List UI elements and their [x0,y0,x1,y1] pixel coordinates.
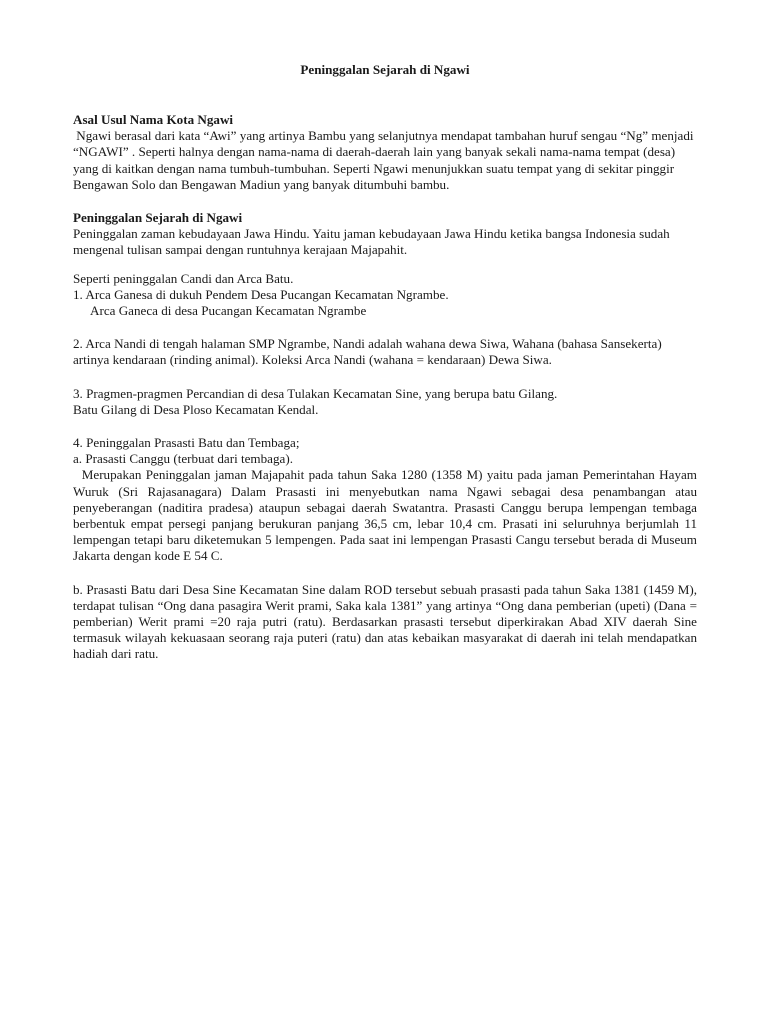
heading-peninggalan: Peninggalan Sejarah di Ngawi [73,210,243,226]
document-content [73,62,701,663]
list-item-2: 2. Arca Nandi di tengah halaman SMP Ngrambe, Nandi adalah wahana dewa Siwa, Wahana (bahasa Sansekerta) artinya kendaraan (rinding animal). Koleksi Arca Nandi (wahana = kendaraan) Dewa Siwa. [73,336,662,368]
paragraph-prasasti-canggu: Merupakan Peninggalan jaman Majapahit pada tahun Saka 1280 (1358 M) yaitu pada jaman Pemerintahan Hayam Wuruk (Sri Rajasanagara) Dalam Prasasti ini menyebutkan nama Ngawi sebagai desa penambangan atau penyeberangan (naditira pradesa) ataupun sebagai daerah Swatantra. Prasasti Canggu berupa lempengan tembaga berbentuk empat persegi panjang berukuran panjang 36,5 cm, lebar 10,4 cm. Prasati ini seluruhnya berjumlah 11 lempengan tetapi baru diketemukan 5 lempengen. Pada saat ini lempengan Prasasti Cangu tersebut berada di Museum Jakarta dengan kode E 54 C. [73,467,701,564]
list-item-3-line2: Batu Gilang di Desa Ploso Kecamatan Kendal. [73,401,319,417]
list-item-1-sub: Arca Ganeca di desa Pucangan Kecamatan Ngrambe [90,303,367,319]
list-item-4: 4. Peninggalan Prasasti Batu dan Tembaga; [73,435,300,451]
heading-asal-usul: Asal Usul Nama Kota Ngawi [73,112,234,127]
paragraph-intro: Peninggalan zaman kebudayaan Jawa Hindu. Yaitu jaman kebudayaan Jawa Hindu ketika bangsa Indonesia sudah mengenal tulisan sampai dengan runtuhnya kerajaan Majapahit. [73,226,670,258]
list-item-3-line1: 3. Pragmen-pragmen Percandian di desa Tulakan Kecamatan Sine, yang berupa batu Gilang. [73,385,558,401]
paragraph-lead: Seperti peninggalan Candi dan Arca Batu. [73,270,294,286]
document-title: Peninggalan Sejarah di Ngawi [300,62,470,77]
list-item-4a-title: a. Prasasti Canggu (terbuat dari tembaga). [73,451,293,467]
list-item-1: 1. Arca Ganesa di dukuh Pendem Desa Pucangan Kecamatan Ngrambe. [73,286,449,302]
paragraph-prasasti-batu: b. Prasasti Batu dari Desa Sine Kecamatan Sine dalam ROD tersebut sebuah prasasti pada tahun Saka 1381 (1459 M), terdapat tulisan “Ong dana pasagira Werit prami, Saka kala 1381” yang artinya “Ong dana pemberian (upeti) (Dana = pemberian) Werit prami =20 raja putri (ratu). Berdasarkan prasasti tersebut diperkirakan Abad XIV daerah Sine termasuk wilayah kekuasaan seorang raja puteri (ratu) dan atas kebaikan masyarakat di daerah ini telah mendapatkan hadiah dari ratu. [73,581,697,662]
paragraph-asal-usul: Ngawi berasal dari kata “Awi” yang artinya Bambu yang selanjutnya mendapat tambahan huruf sengau “Ng” menjadi “NGAWI” . Seperti halnya dengan nama-nama di daerah-daerah lain yang banyak sekali nama-nama tempat (desa) yang di kaitkan dengan nama tumbuh-tumbuhan. Seperti Ngawi menunjukkan suatu tempat yang di sekitar pinggir Bengawan Solo dan Bengawan Madiun yang banyak ditumbuhi bambu. [73,128,697,192]
